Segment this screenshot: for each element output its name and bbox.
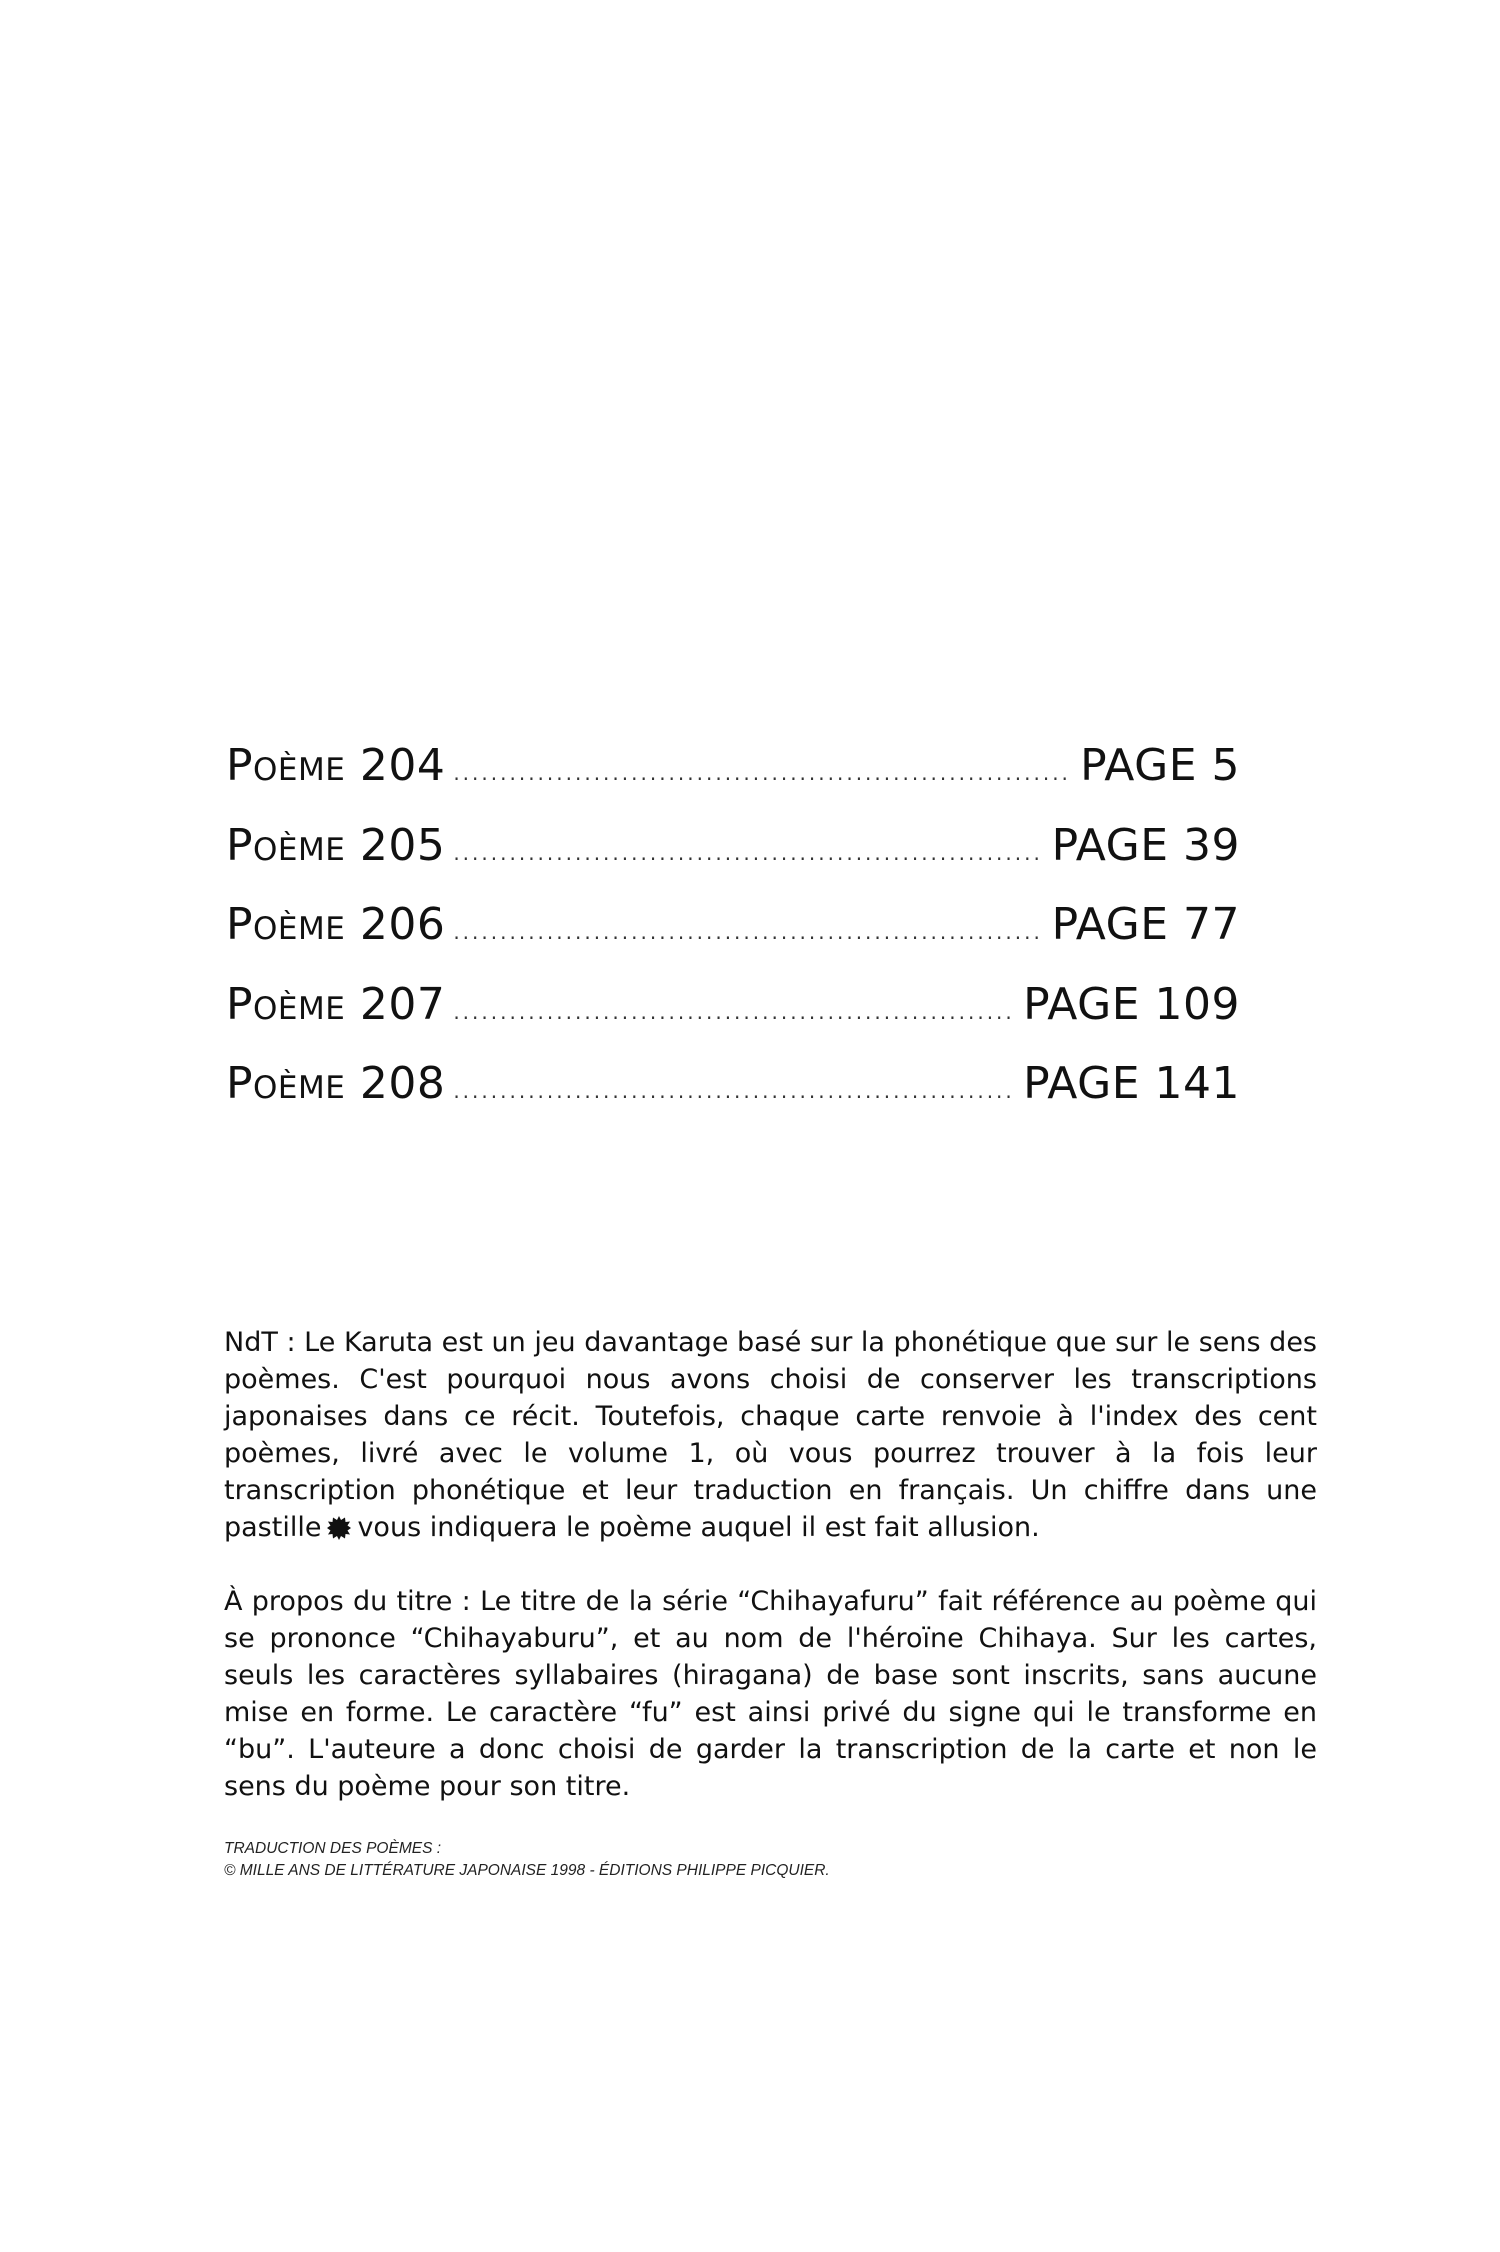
toc-entry <box>226 979 1240 1059</box>
toc-entry-title: Poème 204 <box>226 740 446 791</box>
toc-entry <box>226 740 1240 820</box>
toc-leader-dots <box>453 920 1043 944</box>
toc-entry <box>226 899 1240 979</box>
credits <box>224 1838 830 1882</box>
credits-line: © MILLE ANS DE LITTÉRATURE JAPONAISE 1998 - ÉDITIONS PHILIPPE PICQUIER. <box>224 1862 830 1879</box>
toc-leader-dots <box>453 841 1043 865</box>
toc-entry-page: PAGE 39 <box>1051 819 1240 871</box>
credits-line: TRADUCTION DES POÈMES : <box>224 1840 442 1857</box>
toc-entry <box>226 820 1240 900</box>
toc-entry-page: PAGE 77 <box>1051 899 1240 950</box>
title-note: À propos du titre : Le titre de la série “Chihayafuru” fait référence au poème qui se prononce “Chihayaburu”, et au nom de l'héroïne Chihaya. Sur les cartes, seuls les caractères syllabaires (hiragana) de base sont inscrits, sans aucune mise en forme. Le caractère “fu” est ainsi privé du signe qui le transforme en “bu”. L'auteure a donc choisi de garder la transcription de la carte et non le sens du poème pour son titre. <box>224 1586 1317 1802</box>
toc-entry-title: Poème 208 <box>226 1058 446 1109</box>
pastille-icon <box>327 1513 351 1537</box>
toc-entry-page: PAGE 141 <box>1023 1058 1240 1109</box>
toc-leader-dots <box>453 1000 1015 1024</box>
toc-entry <box>226 1058 1240 1138</box>
toc-entry-page: PAGE 109 <box>1023 978 1240 1030</box>
toc-entry-page: PAGE 5 <box>1080 740 1240 791</box>
table-of-contents <box>226 740 1240 1138</box>
toc-leader-dots <box>453 761 1072 785</box>
toc-leader-dots <box>453 1079 1015 1103</box>
translator-note-text-end: vous indiquera le poème auquel il est fait allusion. <box>357 1512 1040 1543</box>
translator-note-text: NdT : Le Karuta est un jeu davantage basé sur la phonétique que sur le sens des poèmes. C'est pourquoi nous avons choisi de conserver les transcriptions japonaises dans ce récit. Toutefois, chaque carte renvoie à l'index des cent poèmes, livré avec le volume 1, où vous pourrez trouver à la fois leur transcription phonétique et leur traduction en français. Un chiffre dans une pastille <box>224 1327 1317 1543</box>
toc-entry-title: Poème 206 <box>226 899 446 950</box>
toc-entry-title: Poème 205 <box>226 819 446 871</box>
translator-note <box>224 1324 1317 1546</box>
toc-entry-title: Poème 207 <box>226 978 446 1030</box>
